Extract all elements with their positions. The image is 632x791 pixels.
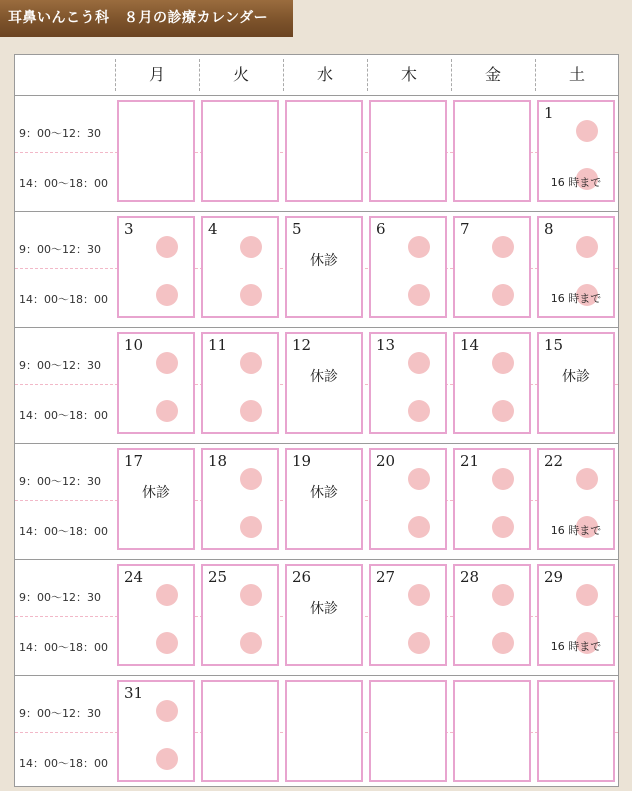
afternoon-open-dot-icon: [156, 632, 178, 654]
morning-hours-label: 9：00～12：30: [19, 591, 101, 604]
day-cell: [285, 448, 363, 550]
day-number: 31: [124, 684, 144, 702]
day-number: 18: [208, 452, 228, 470]
day-number: 12: [292, 336, 312, 354]
until-16-label: 16 時まで: [550, 524, 602, 537]
weekday-header-row: [15, 55, 618, 96]
closed-label: 休診: [562, 369, 590, 385]
weekday-header-4: 木: [400, 65, 417, 84]
closed-label: 休診: [310, 485, 338, 501]
day-cell: [537, 448, 615, 550]
day-number: 6: [376, 220, 386, 238]
morning-open-dot-icon: [492, 352, 514, 374]
day-number: 19: [292, 452, 312, 470]
day-cell: [117, 100, 195, 202]
day-number: 26: [292, 568, 312, 586]
day-number: 7: [460, 220, 470, 238]
day-cell: [453, 680, 531, 782]
day-cell: [369, 680, 447, 782]
morning-hours-label: 9：00～12：30: [19, 127, 101, 140]
morning-open-dot-icon: [408, 236, 430, 258]
day-number: 8: [544, 220, 554, 238]
day-cell: [117, 680, 195, 782]
afternoon-open-dot-icon: [240, 516, 262, 538]
day-cell: [285, 564, 363, 666]
day-cell: [117, 564, 195, 666]
morning-open-dot-icon: [576, 468, 598, 490]
header-divider: [283, 59, 284, 91]
day-cell: [201, 332, 279, 434]
afternoon-hours-label: 14：00～18：00: [19, 177, 108, 190]
day-cell: [201, 564, 279, 666]
afternoon-hours-label: 14：00～18：00: [19, 525, 108, 538]
morning-open-dot-icon: [408, 468, 430, 490]
morning-open-dot-icon: [408, 584, 430, 606]
day-cell: [453, 216, 531, 318]
morning-open-dot-icon: [240, 468, 262, 490]
day-number: 14: [460, 336, 480, 354]
afternoon-open-dot-icon: [492, 284, 514, 306]
morning-open-dot-icon: [576, 584, 598, 606]
header-divider: [115, 59, 116, 91]
afternoon-open-dot-icon: [240, 284, 262, 306]
day-number: 21: [460, 452, 480, 470]
day-cell: [537, 680, 615, 782]
afternoon-open-dot-icon: [408, 516, 430, 538]
afternoon-open-dot-icon: [492, 632, 514, 654]
day-cell: [201, 680, 279, 782]
morning-open-dot-icon: [492, 468, 514, 490]
day-cell: [369, 332, 447, 434]
day-number: 27: [376, 568, 396, 586]
morning-open-dot-icon: [492, 236, 514, 258]
day-cell: [453, 332, 531, 434]
closed-label: 休診: [310, 253, 338, 269]
morning-open-dot-icon: [408, 352, 430, 374]
day-number: 1: [544, 104, 554, 122]
morning-hours-label: 9：00～12：30: [19, 359, 101, 372]
day-number: 25: [208, 568, 228, 586]
morning-open-dot-icon: [156, 352, 178, 374]
day-number: 28: [460, 568, 480, 586]
weekday-header-6: 土: [568, 65, 585, 84]
day-cell: [453, 564, 531, 666]
afternoon-open-dot-icon: [240, 632, 262, 654]
morning-open-dot-icon: [576, 120, 598, 142]
day-cell: [201, 100, 279, 202]
afternoon-open-dot-icon: [240, 400, 262, 422]
header-divider: [535, 59, 536, 91]
morning-hours-label: 9：00～12：30: [19, 475, 101, 488]
weekday-header-1: 月: [148, 65, 165, 84]
afternoon-open-dot-icon: [156, 748, 178, 770]
weekday-header-3: 水: [316, 65, 333, 84]
day-cell: [537, 216, 615, 318]
morning-open-dot-icon: [156, 584, 178, 606]
day-cell: [453, 448, 531, 550]
day-cell: [117, 448, 195, 550]
day-number: 5: [292, 220, 302, 238]
week-row: [15, 95, 618, 212]
header-divider: [199, 59, 200, 91]
day-number: 20: [376, 452, 396, 470]
week-row: [15, 327, 618, 444]
morning-open-dot-icon: [156, 236, 178, 258]
afternoon-open-dot-icon: [408, 400, 430, 422]
day-cell: [537, 564, 615, 666]
afternoon-open-dot-icon: [408, 632, 430, 654]
day-number: 4: [208, 220, 218, 238]
afternoon-hours-label: 14：00～18：00: [19, 293, 108, 306]
day-cell: [285, 332, 363, 434]
morning-open-dot-icon: [156, 700, 178, 722]
afternoon-open-dot-icon: [408, 284, 430, 306]
day-cell: [537, 332, 615, 434]
week-row: [15, 675, 618, 791]
day-number: 3: [124, 220, 134, 238]
calendar-panel: [14, 54, 619, 787]
day-cell: [369, 216, 447, 318]
day-number: 15: [544, 336, 564, 354]
morning-open-dot-icon: [240, 236, 262, 258]
week-row: [15, 211, 618, 328]
day-number: 13: [376, 336, 396, 354]
day-cell: [285, 216, 363, 318]
calendar-title: 耳鼻いんこう科 ８月の診療カレンダー: [0, 0, 293, 37]
header-divider: [367, 59, 368, 91]
day-number: 11: [208, 336, 228, 354]
week-row: [15, 443, 618, 560]
afternoon-open-dot-icon: [156, 284, 178, 306]
day-cell: [453, 100, 531, 202]
day-cell: [285, 100, 363, 202]
day-cell: [285, 680, 363, 782]
afternoon-open-dot-icon: [492, 400, 514, 422]
closed-label: 休診: [310, 369, 338, 385]
afternoon-open-dot-icon: [156, 400, 178, 422]
day-cell: [201, 216, 279, 318]
until-16-label: 16 時まで: [550, 176, 602, 189]
day-cell: [369, 564, 447, 666]
weekday-header-2: 火: [232, 65, 249, 84]
day-number: 17: [124, 452, 144, 470]
closed-label: 休診: [310, 601, 338, 617]
morning-hours-label: 9：00～12：30: [19, 707, 101, 720]
day-cell: [537, 100, 615, 202]
day-cell: [369, 100, 447, 202]
day-number: 29: [544, 568, 564, 586]
morning-open-dot-icon: [576, 236, 598, 258]
afternoon-open-dot-icon: [492, 516, 514, 538]
day-cell: [117, 332, 195, 434]
afternoon-hours-label: 14：00～18：00: [19, 409, 108, 422]
morning-open-dot-icon: [240, 352, 262, 374]
week-row: [15, 559, 618, 676]
afternoon-hours-label: 14：00～18：00: [19, 757, 108, 770]
morning-open-dot-icon: [492, 584, 514, 606]
afternoon-hours-label: 14：00～18：00: [19, 641, 108, 654]
day-number: 10: [124, 336, 144, 354]
closed-label: 休診: [142, 485, 170, 501]
day-number: 24: [124, 568, 144, 586]
weekday-header-5: 金: [484, 65, 501, 84]
day-cell: [117, 216, 195, 318]
morning-open-dot-icon: [240, 584, 262, 606]
day-cell: [201, 448, 279, 550]
morning-hours-label: 9：00～12：30: [19, 243, 101, 256]
until-16-label: 16 時まで: [550, 640, 602, 653]
day-cell: [369, 448, 447, 550]
until-16-label: 16 時まで: [550, 292, 602, 305]
header-divider: [451, 59, 452, 91]
day-number: 22: [544, 452, 564, 470]
